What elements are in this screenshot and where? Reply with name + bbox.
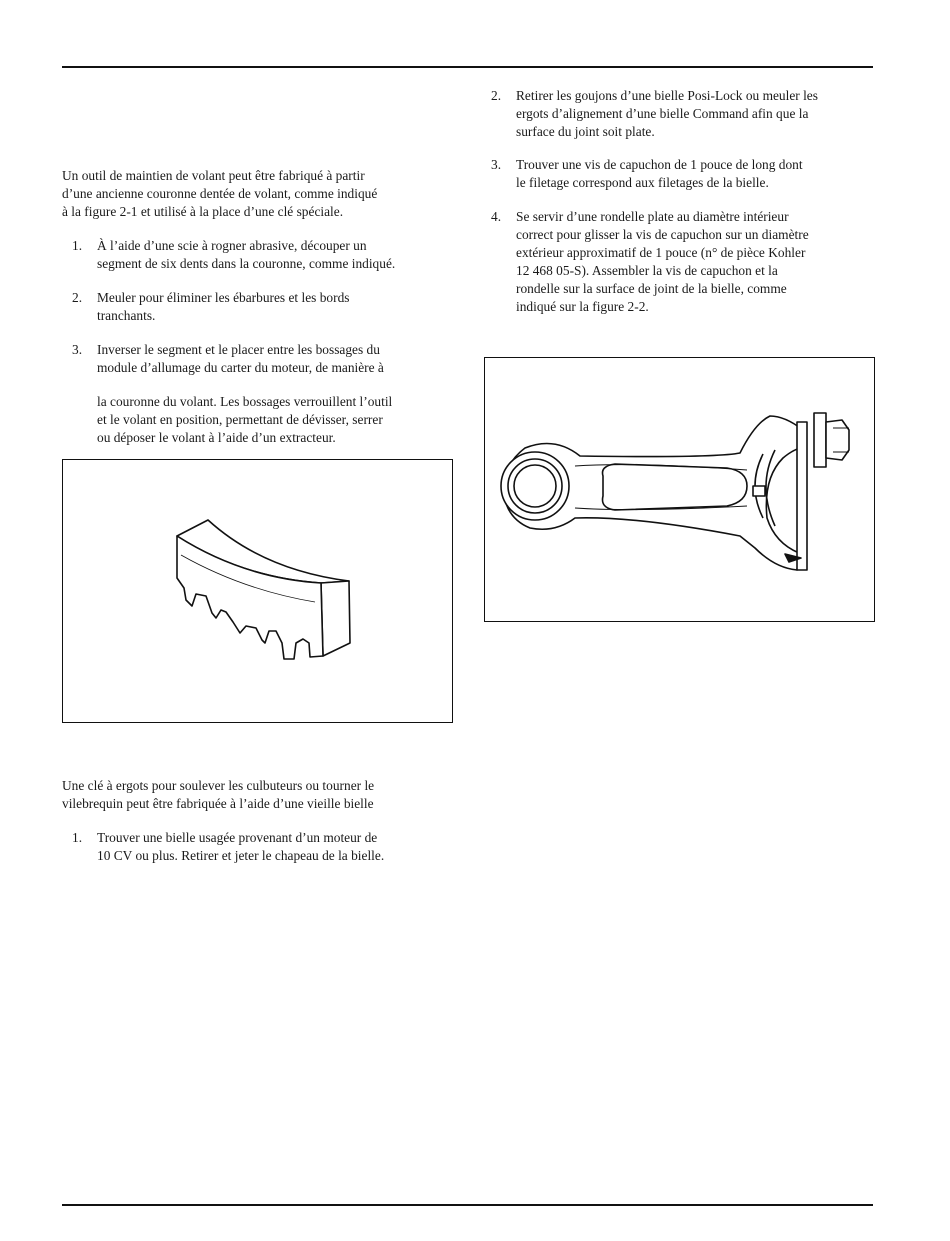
step-line: 10 CV ou plus. Retirer et jeter le chapeau de la bielle. [97,848,385,863]
step-line: correct pour glisser la vis de capuchon sur un diamètre [516,227,809,242]
step-line: À l’aide d’une scie à rogner abrasive, découper un [97,238,367,253]
intro-line: d’une ancienne couronne dentée de volant, comme indiqué [62,186,378,201]
step-line: le filetage correspond aux filetages de la bielle. [516,175,769,190]
step-line: module d’allumage du carter du moteur, de manière à [97,360,384,375]
step-line: Retirer les goujons d’une bielle Posi-Lock ou meuler les [516,88,818,103]
intro-line: à la figure 2-1 et utilisé à la place d’une clé spéciale. [62,204,344,219]
paragraph-line: vilebrequin peut être fabriquée à l’aide d’une vieille bielle [62,796,374,811]
step-line: ergots d’alignement d’une bielle Command afin que la [516,106,809,121]
top-rule [62,66,873,68]
step-number: 2. [491,88,502,103]
step-line: 12 468 05-S). Assembler la vis de capuchon et la [516,263,778,278]
step-number: 3. [491,157,502,172]
figure-ring-gear-segment [62,459,453,723]
second-paragraph [62,777,374,813]
flywheel-ring-gear-segment-icon [63,460,451,721]
step-3-continued [97,393,392,447]
step-line: Meuler pour éliminer les ébarbures et les bords [97,290,350,305]
bottom-rule [62,1204,873,1206]
step-line: ou déposer le volant à l’aide d’un extracteur. [97,430,336,445]
step-line: Inverser le segment et le placer entre les bossages du [97,342,380,357]
step-line: segment de six dents dans la couronne, comme indiqué. [97,256,396,271]
step-number: 3. [72,342,83,357]
figure-connecting-rod [484,357,875,622]
step-line: extérieur approximatif de 1 pouce (n° de pièce Kohler [516,245,806,260]
step-line: Trouver une bielle usagée provenant d’un moteur de [97,830,378,845]
intro-line: Un outil de maintien de volant peut être fabriqué à partir [62,168,365,183]
step-number: 1. [72,238,83,253]
connecting-rod-icon [485,358,873,620]
step-number: 2. [72,290,83,305]
step-line: surface du joint soit plate. [516,124,655,139]
step-line: rondelle sur la surface de joint de la bielle, comme [516,281,787,296]
step-line: tranchants. [97,308,156,323]
step-line: la couronne du volant. Les bossages verrouillent l’outil [97,394,393,409]
step-line: et le volant en position, permettant de dévisser, serrer [97,412,383,427]
step-number: 4. [491,209,502,224]
step-number: 1. [72,830,83,845]
paragraph-line: Une clé à ergots pour soulever les culbuteurs ou tourner le [62,778,375,793]
step-line: Trouver une vis de capuchon de 1 pouce de long dont [516,157,803,172]
intro-paragraph [62,167,377,221]
step-line: indiqué sur la figure 2-2. [516,299,649,314]
step-line: Se servir d’une rondelle plate au diamètre intérieur [516,209,789,224]
